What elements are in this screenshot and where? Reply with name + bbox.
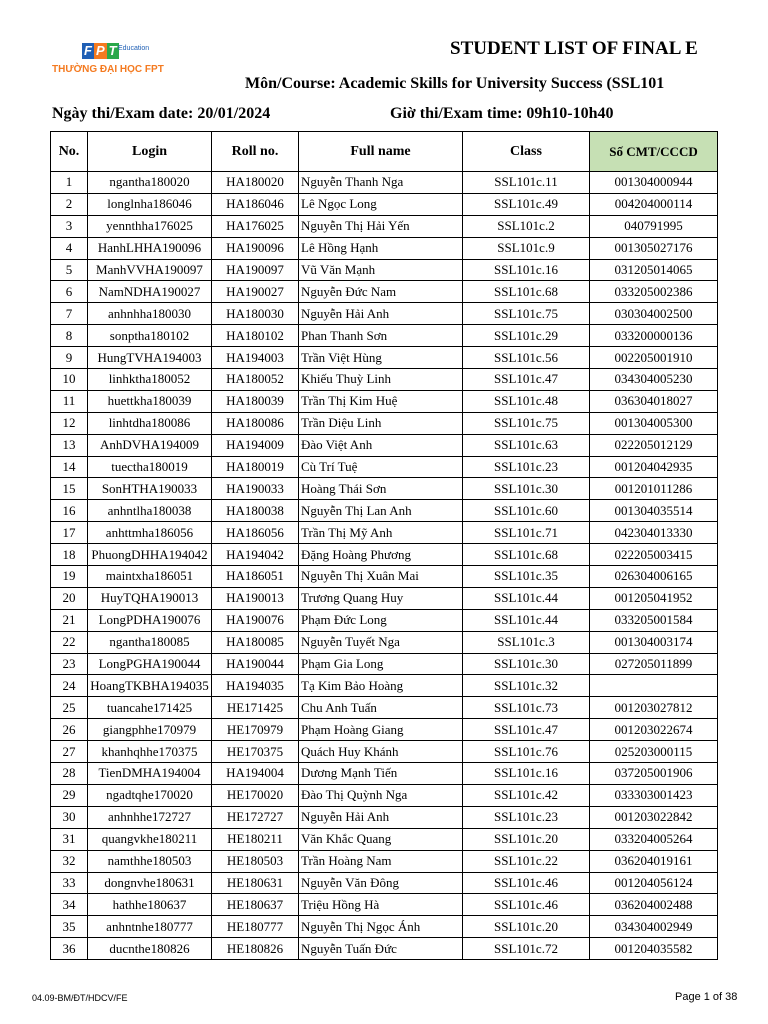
cell-id-number: 033205001584 xyxy=(590,609,718,631)
cell-login: sonptha180102 xyxy=(88,325,212,347)
cell-no: 8 xyxy=(51,325,88,347)
cell-class: SSL101c.72 xyxy=(463,938,590,960)
cell-roll-no: HE180826 xyxy=(212,938,299,960)
table-row xyxy=(51,522,718,544)
cell-full-name: Cù Trí Tuệ xyxy=(299,456,463,478)
table-row xyxy=(51,784,718,806)
cell-class: SSL101c.49 xyxy=(463,193,590,215)
cell-class: SSL101c.63 xyxy=(463,434,590,456)
cell-class: SSL101c.3 xyxy=(463,631,590,653)
student-table xyxy=(50,131,718,960)
table-row xyxy=(51,325,718,347)
cell-roll-no: HA190076 xyxy=(212,609,299,631)
cell-full-name: Văn Khắc Quang xyxy=(299,828,463,850)
cell-id-number: 001203022674 xyxy=(590,719,718,741)
cell-id-number: 026304006165 xyxy=(590,566,718,588)
cell-roll-no: HA180086 xyxy=(212,412,299,434)
cell-no: 16 xyxy=(51,500,88,522)
table-row xyxy=(51,675,718,697)
cell-full-name: Nguyễn Hải Anh xyxy=(299,806,463,828)
cell-full-name: Hoàng Thái Sơn xyxy=(299,478,463,500)
table-row xyxy=(51,390,718,412)
form-code: 04.09-BM/ĐT/HDCV/FE xyxy=(32,993,128,1003)
column-header-login: Login xyxy=(88,132,212,172)
cell-no: 27 xyxy=(51,741,88,763)
cell-no: 18 xyxy=(51,544,88,566)
cell-id-number: 001204035582 xyxy=(590,938,718,960)
cell-class: SSL101c.16 xyxy=(463,763,590,785)
cell-no: 15 xyxy=(51,478,88,500)
cell-full-name: Quách Huy Khánh xyxy=(299,741,463,763)
cell-no: 7 xyxy=(51,303,88,325)
cell-full-name: Phạm Đức Long xyxy=(299,609,463,631)
cell-roll-no: HE180631 xyxy=(212,872,299,894)
cell-no: 28 xyxy=(51,763,88,785)
table-row xyxy=(51,763,718,785)
cell-id-number: 022205012129 xyxy=(590,434,718,456)
table-row xyxy=(51,544,718,566)
cell-roll-no: HA194004 xyxy=(212,763,299,785)
cell-roll-no: HA180102 xyxy=(212,325,299,347)
cell-login: anhntnhe180777 xyxy=(88,916,212,938)
cell-roll-no: HA190027 xyxy=(212,281,299,303)
cell-roll-no: HA180085 xyxy=(212,631,299,653)
cell-login: ngantha180085 xyxy=(88,631,212,653)
cell-login: yennthha176025 xyxy=(88,215,212,237)
cell-roll-no: HA190096 xyxy=(212,237,299,259)
cell-class: SSL101c.76 xyxy=(463,741,590,763)
cell-no: 29 xyxy=(51,784,88,806)
cell-login: ducnthe180826 xyxy=(88,938,212,960)
cell-class: SSL101c.68 xyxy=(463,544,590,566)
cell-id-number: 030304002500 xyxy=(590,303,718,325)
cell-full-name: Trần Thị Kim Huệ xyxy=(299,390,463,412)
cell-id-number: 001304003174 xyxy=(590,631,718,653)
cell-full-name: Nguyễn Thanh Nga xyxy=(299,172,463,194)
cell-no: 5 xyxy=(51,259,88,281)
cell-no: 25 xyxy=(51,697,88,719)
cell-full-name: Trần Hoàng Nam xyxy=(299,850,463,872)
cell-login: namthhe180503 xyxy=(88,850,212,872)
table-row xyxy=(51,872,718,894)
cell-full-name: Nguyễn Hải Anh xyxy=(299,303,463,325)
cell-id-number xyxy=(590,675,718,697)
cell-id-number: 033205002386 xyxy=(590,281,718,303)
cell-login: anhttmha186056 xyxy=(88,522,212,544)
table-row xyxy=(51,916,718,938)
page-title: STUDENT LIST OF FINAL E xyxy=(450,38,698,59)
cell-full-name: Khiếu Thuỳ Linh xyxy=(299,369,463,391)
table-row xyxy=(51,828,718,850)
cell-no: 31 xyxy=(51,828,88,850)
cell-id-number: 034304005230 xyxy=(590,369,718,391)
column-header-full-name: Full name xyxy=(299,132,463,172)
cell-id-number: 033204005264 xyxy=(590,828,718,850)
cell-no: 20 xyxy=(51,587,88,609)
cell-login: ngadtqhe170020 xyxy=(88,784,212,806)
cell-id-number: 001204056124 xyxy=(590,872,718,894)
cell-login: tuectha180019 xyxy=(88,456,212,478)
table-row xyxy=(51,456,718,478)
cell-login: giangphhe170979 xyxy=(88,719,212,741)
cell-class: SSL101c.47 xyxy=(463,719,590,741)
cell-id-number: 033303001423 xyxy=(590,784,718,806)
cell-roll-no: HA176025 xyxy=(212,215,299,237)
cell-class: SSL101c.16 xyxy=(463,259,590,281)
cell-full-name: Phan Thanh Sơn xyxy=(299,325,463,347)
cell-class: SSL101c.29 xyxy=(463,325,590,347)
cell-roll-no: HA180039 xyxy=(212,390,299,412)
cell-id-number: 001203027812 xyxy=(590,697,718,719)
table-row xyxy=(51,741,718,763)
cell-id-number: 036204002488 xyxy=(590,894,718,916)
cell-class: SSL101c.9 xyxy=(463,237,590,259)
cell-id-number: 004204000114 xyxy=(590,193,718,215)
table-row xyxy=(51,347,718,369)
cell-roll-no: HA190097 xyxy=(212,259,299,281)
cell-login: HanhLHHA190096 xyxy=(88,237,212,259)
cell-login: ngantha180020 xyxy=(88,172,212,194)
cell-class: SSL101c.71 xyxy=(463,522,590,544)
cell-login: HuyTQHA190013 xyxy=(88,587,212,609)
cell-roll-no: HA194035 xyxy=(212,675,299,697)
cell-login: linhtdha180086 xyxy=(88,412,212,434)
cell-no: 2 xyxy=(51,193,88,215)
table-row xyxy=(51,237,718,259)
cell-no: 11 xyxy=(51,390,88,412)
exam-date: Ngày thi/Exam date: 20/01/2024 xyxy=(52,105,271,122)
cell-id-number: 001304000944 xyxy=(590,172,718,194)
cell-class: SSL101c.30 xyxy=(463,478,590,500)
cell-roll-no: HE172727 xyxy=(212,806,299,828)
cell-no: 4 xyxy=(51,237,88,259)
cell-full-name: Nguyễn Đức Nam xyxy=(299,281,463,303)
table-row xyxy=(51,719,718,741)
cell-class: SSL101c.56 xyxy=(463,347,590,369)
cell-full-name: Phạm Hoàng Giang xyxy=(299,719,463,741)
cell-class: SSL101c.20 xyxy=(463,828,590,850)
column-header-id-number: Số CMT/CCCD xyxy=(590,132,718,172)
cell-full-name: Tạ Kim Bảo Hoàng xyxy=(299,675,463,697)
cell-login: quangvkhe180211 xyxy=(88,828,212,850)
cell-roll-no: HE180777 xyxy=(212,916,299,938)
cell-id-number: 036304018027 xyxy=(590,390,718,412)
cell-no: 10 xyxy=(51,369,88,391)
cell-no: 21 xyxy=(51,609,88,631)
cell-login: AnhDVHA194009 xyxy=(88,434,212,456)
cell-full-name: Trần Việt Hùng xyxy=(299,347,463,369)
cell-class: SSL101c.11 xyxy=(463,172,590,194)
cell-no: 17 xyxy=(51,522,88,544)
table-row xyxy=(51,850,718,872)
table-row xyxy=(51,434,718,456)
cell-no: 24 xyxy=(51,675,88,697)
cell-no: 3 xyxy=(51,215,88,237)
cell-id-number: 001304035514 xyxy=(590,500,718,522)
cell-roll-no: HA180019 xyxy=(212,456,299,478)
cell-login: maintxha186051 xyxy=(88,566,212,588)
table-row xyxy=(51,806,718,828)
cell-login: hathhe180637 xyxy=(88,894,212,916)
table-row xyxy=(51,172,718,194)
cell-full-name: Trương Quang Huy xyxy=(299,587,463,609)
cell-roll-no: HE170979 xyxy=(212,719,299,741)
table-row xyxy=(51,193,718,215)
cell-no: 14 xyxy=(51,456,88,478)
logo-education-label: Education xyxy=(118,45,150,52)
cell-class: SSL101c.23 xyxy=(463,806,590,828)
logo-letter-p: P xyxy=(95,43,105,58)
cell-id-number: 025203000115 xyxy=(590,741,718,763)
cell-roll-no: HA190033 xyxy=(212,478,299,500)
cell-full-name: Nguyễn Văn Đông xyxy=(299,872,463,894)
cell-login: khanhqhhe170375 xyxy=(88,741,212,763)
logo-letter-t: T xyxy=(108,43,117,58)
cell-login: NamNDHA190027 xyxy=(88,281,212,303)
cell-login: linhktha180052 xyxy=(88,369,212,391)
fpt-logo-mark xyxy=(82,42,119,58)
column-header-no: No. xyxy=(51,132,88,172)
cell-id-number: 002205001910 xyxy=(590,347,718,369)
cell-no: 35 xyxy=(51,916,88,938)
cell-login: SonHTHA190033 xyxy=(88,478,212,500)
cell-login: anhntlha180038 xyxy=(88,500,212,522)
cell-login: dongnvhe180631 xyxy=(88,872,212,894)
cell-no: 22 xyxy=(51,631,88,653)
cell-full-name: Trần Thị Mỹ Anh xyxy=(299,522,463,544)
table-body xyxy=(51,172,718,960)
cell-full-name: Trần Diệu Linh xyxy=(299,412,463,434)
cell-full-name: Lê Hồng Hạnh xyxy=(299,237,463,259)
cell-no: 32 xyxy=(51,850,88,872)
cell-id-number: 040791995 xyxy=(590,215,718,237)
cell-id-number: 001203022842 xyxy=(590,806,718,828)
cell-id-number: 033200000136 xyxy=(590,325,718,347)
cell-no: 19 xyxy=(51,566,88,588)
table-row xyxy=(51,566,718,588)
cell-roll-no: HE170375 xyxy=(212,741,299,763)
cell-id-number: 001304005300 xyxy=(590,412,718,434)
table-row xyxy=(51,653,718,675)
cell-login: PhuongDHHA194042 xyxy=(88,544,212,566)
cell-roll-no: HA180020 xyxy=(212,172,299,194)
table-row xyxy=(51,631,718,653)
cell-roll-no: HA186051 xyxy=(212,566,299,588)
cell-no: 34 xyxy=(51,894,88,916)
cell-class: SSL101c.60 xyxy=(463,500,590,522)
cell-full-name: Đào Thị Quỳnh Nga xyxy=(299,784,463,806)
cell-id-number: 034304002949 xyxy=(590,916,718,938)
cell-roll-no: HA180052 xyxy=(212,369,299,391)
cell-id-number: 042304013330 xyxy=(590,522,718,544)
table-row xyxy=(51,587,718,609)
cell-roll-no: HA186046 xyxy=(212,193,299,215)
cell-class: SSL101c.30 xyxy=(463,653,590,675)
column-header-class: Class xyxy=(463,132,590,172)
cell-full-name: Đặng Hoàng Phương xyxy=(299,544,463,566)
cell-no: 26 xyxy=(51,719,88,741)
cell-full-name: Chu Anh Tuấn xyxy=(299,697,463,719)
table-row xyxy=(51,303,718,325)
cell-class: SSL101c.42 xyxy=(463,784,590,806)
cell-class: SSL101c.44 xyxy=(463,587,590,609)
cell-id-number: 036204019161 xyxy=(590,850,718,872)
cell-login: tuancahe171425 xyxy=(88,697,212,719)
table-row xyxy=(51,215,718,237)
cell-roll-no: HE171425 xyxy=(212,697,299,719)
cell-class: SSL101c.35 xyxy=(463,566,590,588)
cell-roll-no: HE180211 xyxy=(212,828,299,850)
cell-full-name: Lê Ngọc Long xyxy=(299,193,463,215)
cell-class: SSL101c.68 xyxy=(463,281,590,303)
cell-roll-no: HE180637 xyxy=(212,894,299,916)
cell-class: SSL101c.44 xyxy=(463,609,590,631)
cell-roll-no: HA180038 xyxy=(212,500,299,522)
table-row xyxy=(51,259,718,281)
cell-full-name: Nguyễn Tuyết Nga xyxy=(299,631,463,653)
cell-login: longlnha186046 xyxy=(88,193,212,215)
cell-roll-no: HA194003 xyxy=(212,347,299,369)
table-row xyxy=(51,938,718,960)
table-row xyxy=(51,500,718,522)
cell-full-name: Vũ Văn Mạnh xyxy=(299,259,463,281)
cell-class: SSL101c.2 xyxy=(463,215,590,237)
cell-class: SSL101c.20 xyxy=(463,916,590,938)
cell-no: 1 xyxy=(51,172,88,194)
cell-login: LongPGHA190044 xyxy=(88,653,212,675)
cell-no: 6 xyxy=(51,281,88,303)
cell-no: 30 xyxy=(51,806,88,828)
cell-id-number: 027205011899 xyxy=(590,653,718,675)
table-row xyxy=(51,412,718,434)
cell-full-name: Nguyễn Thị Lan Anh xyxy=(299,500,463,522)
table-header-row xyxy=(51,132,718,172)
cell-id-number: 001305027176 xyxy=(590,237,718,259)
cell-id-number: 022205003415 xyxy=(590,544,718,566)
cell-login: anhnhha180030 xyxy=(88,303,212,325)
cell-login: HungTVHA194003 xyxy=(88,347,212,369)
cell-roll-no: HA190013 xyxy=(212,587,299,609)
cell-roll-no: HA194042 xyxy=(212,544,299,566)
cell-class: SSL101c.73 xyxy=(463,697,590,719)
cell-full-name: Nguyễn Thị Ngọc Ánh xyxy=(299,916,463,938)
cell-full-name: Dương Mạnh Tiến xyxy=(299,763,463,785)
cell-class: SSL101c.46 xyxy=(463,872,590,894)
table-row xyxy=(51,369,718,391)
cell-class: SSL101c.75 xyxy=(463,412,590,434)
table-row xyxy=(51,697,718,719)
cell-full-name: Triệu Hồng Hà xyxy=(299,894,463,916)
cell-id-number: 001201011286 xyxy=(590,478,718,500)
cell-no: 13 xyxy=(51,434,88,456)
cell-id-number: 001204042935 xyxy=(590,456,718,478)
cell-class: SSL101c.48 xyxy=(463,390,590,412)
cell-login: anhnhhe172727 xyxy=(88,806,212,828)
table-row xyxy=(51,894,718,916)
cell-login: huettkha180039 xyxy=(88,390,212,412)
course-heading: Môn/Course: Academic Skills for University Success (SSL101 xyxy=(245,75,665,92)
cell-id-number: 001205041952 xyxy=(590,587,718,609)
logo-letter-f: F xyxy=(84,43,92,58)
cell-no: 33 xyxy=(51,872,88,894)
cell-class: SSL101c.23 xyxy=(463,456,590,478)
cell-roll-no: HA186056 xyxy=(212,522,299,544)
cell-login: LongPDHA190076 xyxy=(88,609,212,631)
cell-id-number: 031205014065 xyxy=(590,259,718,281)
exam-time: Giờ thi/Exam time: 09h10-10h40 xyxy=(390,105,614,122)
cell-no: 12 xyxy=(51,412,88,434)
cell-class: SSL101c.47 xyxy=(463,369,590,391)
table-row xyxy=(51,478,718,500)
cell-roll-no: HE180503 xyxy=(212,850,299,872)
table-row xyxy=(51,281,718,303)
cell-class: SSL101c.32 xyxy=(463,675,590,697)
page-number: Page 1 of 38 xyxy=(675,991,738,1003)
cell-full-name: Nguyễn Thị Hải Yến xyxy=(299,215,463,237)
cell-class: SSL101c.22 xyxy=(463,850,590,872)
cell-no: 9 xyxy=(51,347,88,369)
table-row xyxy=(51,609,718,631)
cell-login: ManhVVHA190097 xyxy=(88,259,212,281)
cell-login: HoangTKBHA194035 xyxy=(88,675,212,697)
column-header-roll-no: Roll no. xyxy=(212,132,299,172)
cell-login: TienDMHA194004 xyxy=(88,763,212,785)
logo-university-name: THƯỜNG ĐẠI HỌC FPT xyxy=(52,64,164,75)
cell-no: 36 xyxy=(51,938,88,960)
cell-full-name: Nguyễn Tuấn Đức xyxy=(299,938,463,960)
cell-full-name: Phạm Gia Long xyxy=(299,653,463,675)
cell-roll-no: HA194009 xyxy=(212,434,299,456)
cell-roll-no: HA180030 xyxy=(212,303,299,325)
cell-full-name: Đào Việt Anh xyxy=(299,434,463,456)
cell-class: SSL101c.75 xyxy=(463,303,590,325)
cell-id-number: 037205001906 xyxy=(590,763,718,785)
fpt-logo xyxy=(52,40,162,82)
cell-class: SSL101c.46 xyxy=(463,894,590,916)
cell-full-name: Nguyễn Thị Xuân Mai xyxy=(299,566,463,588)
cell-roll-no: HE170020 xyxy=(212,784,299,806)
cell-no: 23 xyxy=(51,653,88,675)
cell-roll-no: HA190044 xyxy=(212,653,299,675)
